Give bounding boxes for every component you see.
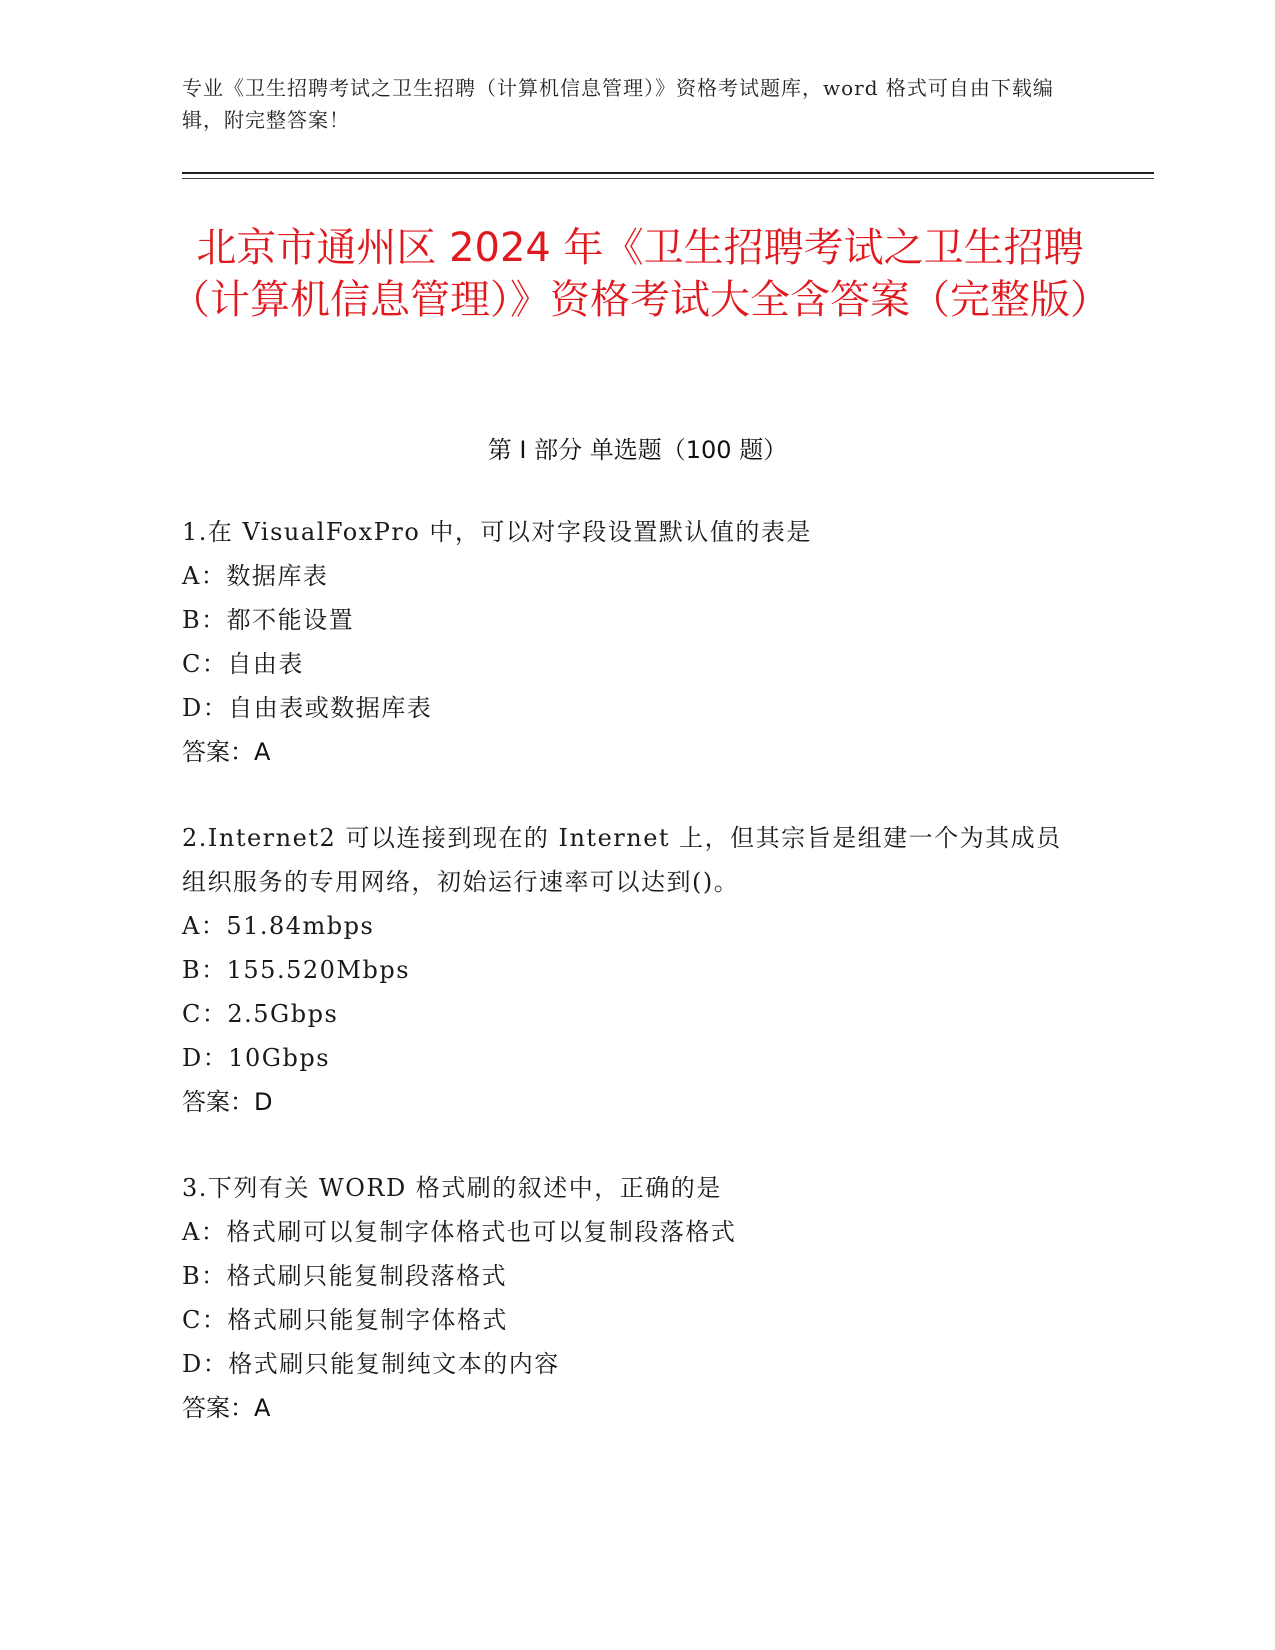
- section-title: 第 I 部分 单选题（100 题）: [487, 436, 788, 464]
- option-b: [182, 598, 1062, 642]
- option-text: 格式刷只能复制段落格式: [226, 1262, 508, 1290]
- answer-line: 答案：D: [182, 1088, 273, 1116]
- question-stem: 2.Internet2 可以连接到现在的 Internet 上，但其宗旨是组建一个为其成员组织服务的专用网络，初始运行速率可以达到()。: [182, 824, 1062, 896]
- option-c: [182, 1298, 1062, 1342]
- option-key: C：: [182, 650, 228, 678]
- option-key: A：: [182, 912, 227, 940]
- option-a: [182, 554, 1062, 598]
- option-key: B：: [182, 956, 227, 984]
- option-text: 自由表: [227, 650, 304, 678]
- answer-line: 答案：A: [182, 738, 271, 766]
- option-c: [182, 642, 1062, 686]
- question-3: [182, 1166, 1062, 1430]
- option-text: 2.5Gbps: [227, 1000, 339, 1028]
- option-key: B：: [182, 1262, 227, 1290]
- option-text: 10Gbps: [228, 1044, 331, 1072]
- option-c: [182, 992, 1062, 1036]
- option-key: D：: [182, 694, 229, 722]
- option-text: 155.520Mbps: [226, 956, 411, 984]
- document-title: 北京市通州区 2024 年《卫生招聘考试之卫生招聘（计算机信息管理）》资格考试大全含答案（完整版）: [170, 225, 1110, 323]
- question-list: [182, 510, 1062, 1472]
- header-divider-thick: [182, 172, 1154, 174]
- option-key: A：: [182, 1218, 227, 1246]
- answer-line: 答案：A: [182, 1394, 271, 1422]
- option-text: 格式刷只能复制字体格式: [227, 1306, 508, 1334]
- option-a: [182, 1210, 1062, 1254]
- option-key: A：: [182, 562, 227, 590]
- option-text: 格式刷只能复制纯文本的内容: [228, 1350, 560, 1378]
- option-d: [182, 1036, 1062, 1080]
- option-text: 数据库表: [226, 562, 329, 590]
- header-divider-thin: [182, 178, 1154, 179]
- option-d: [182, 686, 1062, 730]
- option-b: [182, 948, 1062, 992]
- option-text: 51.84mbps: [226, 912, 375, 940]
- option-text: 自由表或数据库表: [228, 694, 433, 722]
- option-a: [182, 904, 1062, 948]
- option-text: 格式刷可以复制字体格式也可以复制段落格式: [226, 1218, 737, 1246]
- option-key: B：: [182, 606, 227, 634]
- question-stem: 1.在 VisualFoxPro 中，可以对字段设置默认值的表是: [182, 518, 812, 546]
- option-text: 都不能设置: [226, 606, 355, 634]
- option-key: D：: [182, 1044, 229, 1072]
- option-key: D：: [182, 1350, 229, 1378]
- question-2: [182, 816, 1062, 1124]
- option-b: [182, 1254, 1062, 1298]
- header-note: 专业《卫生招聘考试之卫生招聘（计算机信息管理）》资格考试题库，word 格式可自由下载编辑，附完整答案！: [182, 76, 1054, 132]
- question-stem: 3.下列有关 WORD 格式刷的叙述中，正确的是: [182, 1174, 722, 1202]
- option-d: [182, 1342, 1062, 1386]
- question-1: [182, 510, 1062, 774]
- option-key: C：: [182, 1000, 228, 1028]
- option-key: C：: [182, 1306, 228, 1334]
